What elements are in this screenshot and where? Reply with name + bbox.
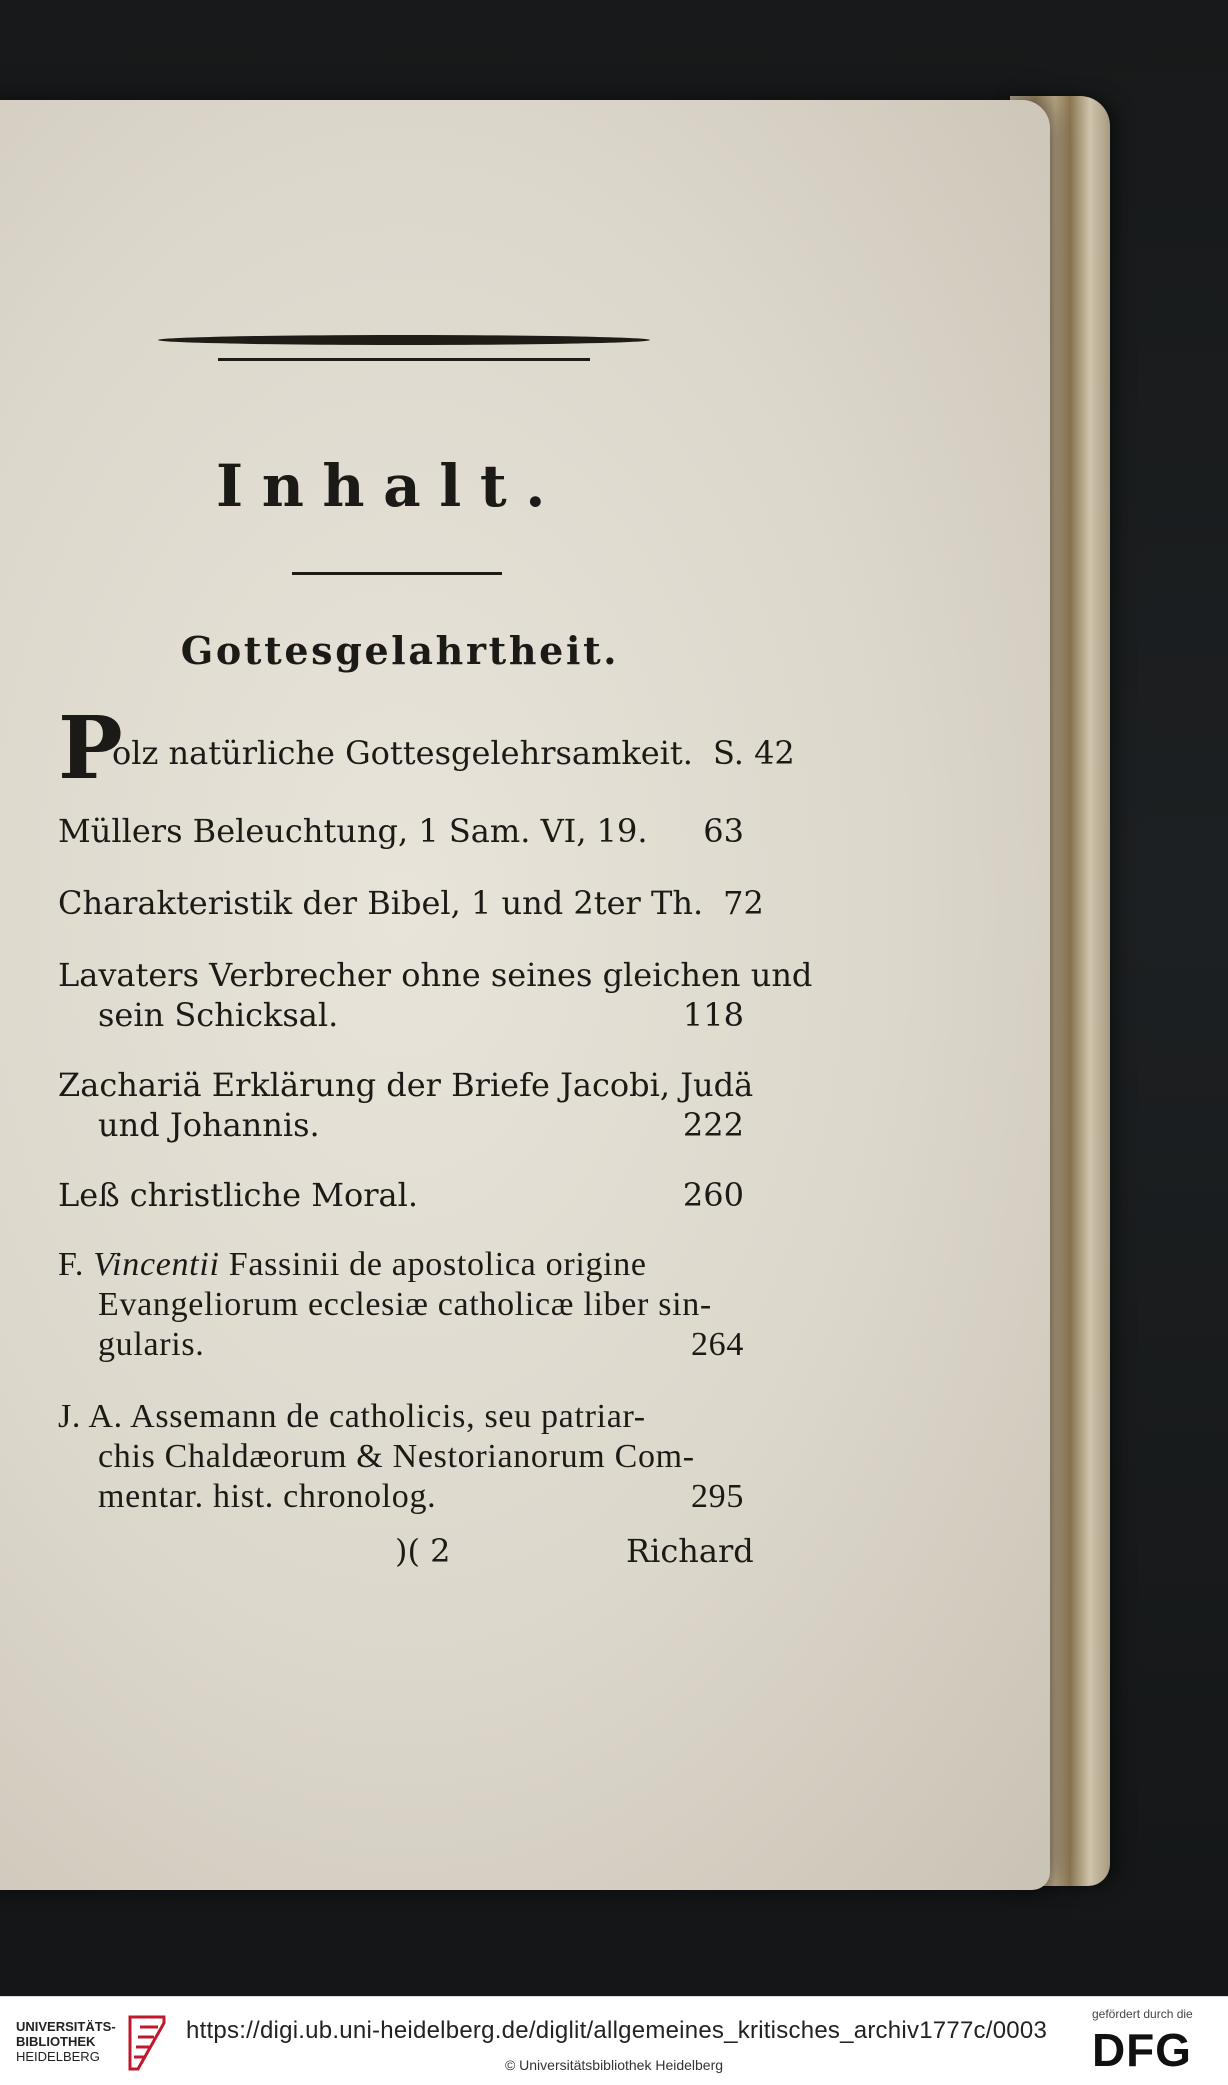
entry-page: 295 bbox=[690, 1478, 744, 1515]
toc-entry bbox=[58, 884, 764, 924]
entry-text: gularis. bbox=[98, 1326, 205, 1363]
title-underline bbox=[292, 572, 502, 575]
entry-text: Leß christliche Moral. bbox=[58, 1176, 418, 1214]
dfg-logo[interactable]: DFG bbox=[1092, 2024, 1192, 2076]
entry-page: 72 bbox=[723, 884, 764, 922]
entry-text: J. A. Assemann de catholicis, seu patriar- bbox=[58, 1398, 646, 1435]
entry-text: Charakteristik der Bibel, 1 und 2ter Th. bbox=[58, 884, 704, 922]
toc-entry bbox=[58, 956, 813, 1036]
library-name[interactable]: UNIVERSITÄTS- BIBLIOTHEK HEIDELBERG bbox=[16, 2019, 116, 2064]
signature-mark: )( 2 bbox=[395, 1532, 451, 1570]
toc-entry bbox=[58, 1398, 744, 1518]
page-title: Inhalt. bbox=[216, 452, 564, 520]
permalink-url[interactable]: https://digi.ub.uni-heidelberg.de/diglit/allgemeines_kritisches_archiv1777c/0003 bbox=[186, 2017, 1048, 2044]
ornament-rule-thick bbox=[158, 335, 650, 345]
toc-entry bbox=[58, 1066, 754, 1146]
viewer-footer-bar bbox=[0, 1996, 1228, 2085]
funded-by-label: gefördert durch die bbox=[1092, 2007, 1193, 2021]
entry-page: S. 42 bbox=[712, 734, 795, 772]
toc-entry bbox=[58, 1176, 744, 1216]
entry-page: 260 bbox=[682, 1176, 744, 1214]
drop-cap: P bbox=[58, 698, 123, 799]
entry-page: 222 bbox=[682, 1106, 744, 1144]
entry-text: Evangeliorum ecclesiæ catholicæ liber sin- bbox=[98, 1286, 712, 1323]
copyright-notice: © Universitätsbibliothek Heidelberg bbox=[504, 2057, 724, 2073]
entry-text: chis Chaldæorum & Nestorianorum Com- bbox=[98, 1438, 695, 1475]
entry-text: sein Schicksal. bbox=[98, 996, 339, 1034]
entry-text: und Johannis. bbox=[98, 1106, 320, 1144]
entry-page: 118 bbox=[682, 996, 744, 1034]
entry-text: Müllers Beleuchtung, 1 Sam. VI, 19. bbox=[58, 812, 648, 850]
entry-page: 264 bbox=[690, 1326, 744, 1363]
entry-text: Lavaters Verbrecher ohne seines gleichen und bbox=[58, 956, 813, 994]
entry-text: F. Vincentii Fassinii de apostolica origine bbox=[58, 1246, 647, 1283]
entry-text: Zachariä Erklärung der Briefe Jacobi, Judä bbox=[58, 1066, 754, 1104]
toc-entry bbox=[58, 1246, 744, 1366]
entry-page: 63 bbox=[703, 812, 744, 850]
toc-entry bbox=[58, 812, 744, 852]
catchword: Richard bbox=[626, 1532, 754, 1570]
toc-entry bbox=[112, 734, 795, 774]
ornament-rule-thin bbox=[218, 358, 590, 361]
section-heading: Gottesgelahrtheit. bbox=[180, 628, 620, 673]
entry-text: olz natürliche Gottesgelehrsamkeit. bbox=[112, 734, 693, 772]
entry-text: mentar. hist. chronolog. bbox=[98, 1478, 437, 1515]
